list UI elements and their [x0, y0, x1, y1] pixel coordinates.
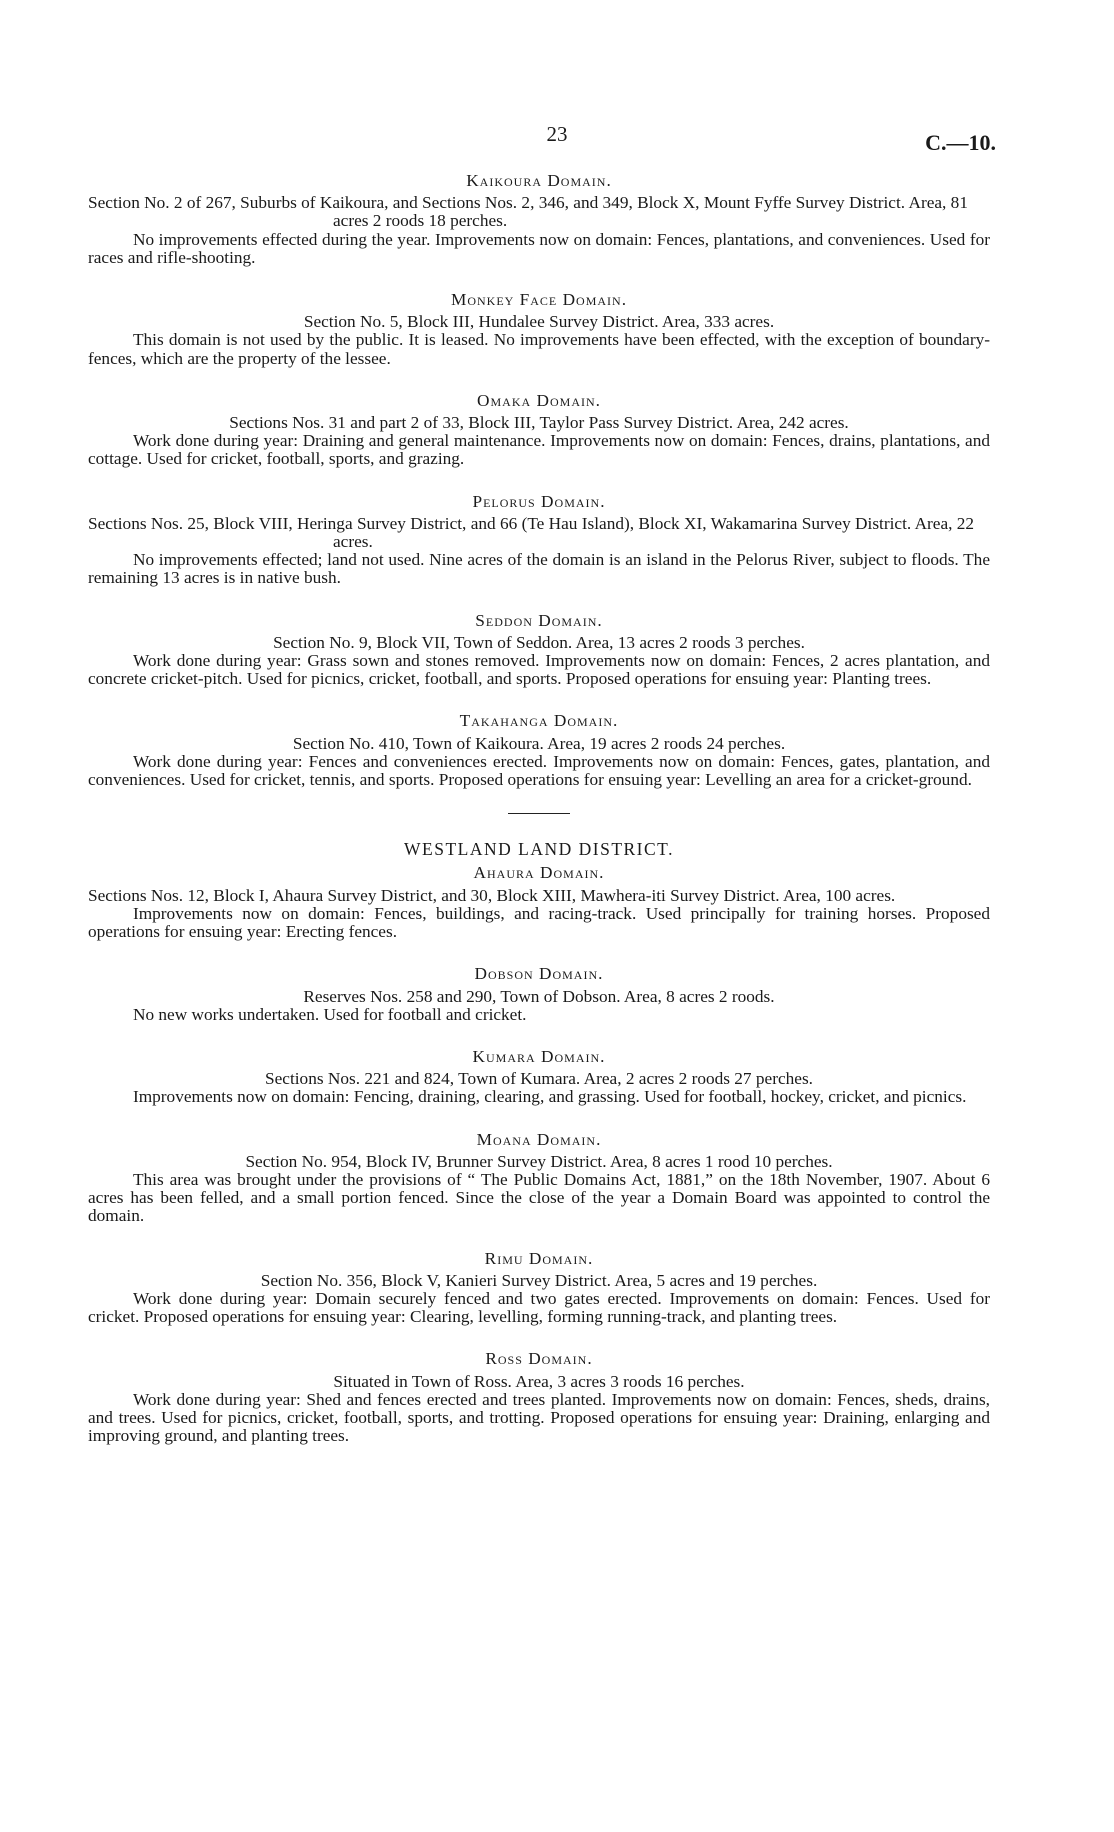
section-location: Section No. 356, Block V, Kanieri Survey District. Area, 5 acres and 19 perches. — [260, 1270, 818, 1290]
section-text: No improvements effected; land not used. Nine acres of the domain is an island in the Pelorus River, subject to floods. The remaining 13 acres is in native bush. — [88, 550, 990, 588]
section-title: Moana Domain. — [476, 1129, 602, 1149]
section-text: This domain is not used by the public. It is leased. No improvements have been effected, with the exception of boundary-fences, which are the property of the lessee. — [88, 330, 990, 368]
section-location: Section No. 2 of 267, Suburbs of Kaikoura, and Sections Nos. 2, 346, and 349, Block X, Mount Fyffe Survey District. Area, 81 acres 2 roods 18 perches. — [88, 193, 968, 231]
domain-section-moana — [88, 1131, 990, 1226]
section-location: Section No. 9, Block VII, Town of Seddon. Area, 13 acres 2 roods 3 perches. — [273, 632, 805, 652]
domain-section-rimu — [88, 1250, 990, 1327]
section-location: Sections Nos. 221 and 824, Town of Kumara. Area, 2 acres 2 roods 27 perches. — [265, 1069, 813, 1089]
document-reference: C.—10. — [925, 130, 996, 155]
section-title: Omaka Domain. — [477, 390, 601, 410]
section-title: Ross Domain. — [485, 1349, 593, 1369]
section-title: Ahaura Domain. — [473, 863, 605, 883]
section-text: Work done during year: Fences and conveniences erected. Improvements now on domain: Fences, gates, plantation, and conveniences. Used for cricket, tennis, and sports. Proposed operations for ensuing year: Levelling an area for a cricket-ground. — [88, 751, 990, 790]
section-divider — [508, 813, 570, 814]
section-title: Seddon Domain. — [475, 610, 603, 630]
section-text: No improvements effected during the year. Improvements now on domain: Fences, plantations, and conveniences. Used for races and rifle-shooting. — [88, 229, 990, 267]
section-text: No new works undertaken. Used for football and cricket. — [132, 1004, 527, 1024]
section-title: Kumara Domain. — [472, 1046, 606, 1066]
section-title: Takahanga Domain. — [459, 711, 619, 731]
domain-section-pelorus — [88, 493, 990, 588]
domain-section-kumara — [88, 1048, 990, 1107]
section-location: Section No. 5, Block III, Hundalee Survey District. Area, 333 acres. — [303, 312, 775, 332]
section-title: Rimu Domain. — [484, 1248, 594, 1268]
section-text: Work done during year: Domain securely fenced and two gates erected. Improvements on domain: Fences. Used for cricket. Proposed operations for ensuing year: Clearing, levelling, forming running-track, and planting trees. — [88, 1288, 990, 1327]
document-body — [88, 172, 990, 1469]
section-text: Work done during year: Grass sown and stones removed. Improvements now on domain: Fences, 2 acres plantation, and concrete cricket-pitch. Used for picnics, cricket, football, and sports. Proposed operations for ensuing year: Planting trees. — [88, 651, 990, 689]
domain-section-dobson — [88, 965, 990, 1024]
section-location: Situated in Town of Ross. Area, 3 acres 3 roods 16 perches. — [333, 1371, 745, 1391]
domain-section-ahaura — [88, 864, 990, 941]
domain-section-takahanga — [88, 712, 990, 789]
section-text: Work done during year: Draining and general maintenance. Improvements now on domain: Fences, drains, plantations, and cottage. Used for cricket, football, sports, and grazing. — [88, 431, 990, 469]
section-title: Dobson Domain. — [474, 964, 604, 984]
domain-section-seddon — [88, 612, 990, 689]
section-title: Monkey Face Domain. — [450, 290, 628, 310]
section-title: Kaikoura Domain. — [466, 171, 612, 190]
page-number: 23 — [546, 122, 568, 146]
domain-section-omaka — [88, 392, 990, 469]
section-location: Sections Nos. 31 and part 2 of 33, Block III, Taylor Pass Survey District. Area, 242 acres. — [229, 413, 849, 433]
domain-section-kaikoura — [88, 172, 990, 267]
section-location: Reserves Nos. 258 and 290, Town of Dobson. Area, 8 acres 2 roods. — [303, 986, 775, 1006]
section-text: Improvements now on domain: Fencing, draining, clearing, and grassing. Used for football, hockey, cricket, and picnics. — [132, 1087, 967, 1107]
section-location: Section No. 954, Block IV, Brunner Survey District. Area, 8 acres 1 rood 10 perches. — [245, 1151, 833, 1171]
section-text: This area was brought under the provisions of “ The Public Domains Act, 1881,” on the 18th November, 1907. About 6 acres has been felled, and a small portion fenced. Since the close of the year a Domain Board was appointed to control the domain. — [88, 1169, 990, 1226]
section-location: Sections Nos. 25, Block VIII, Heringa Survey District, and 66 (Te Hau Island), Block XI, Wakamarina Survey District. Area, 22 acres. — [88, 513, 975, 552]
domain-section-ross — [88, 1350, 990, 1445]
section-text: Improvements now on domain: Fences, buildings, and racing-track. Used principally for training horses. Proposed operations for ensuing year: Erecting fences. — [88, 903, 990, 942]
section-text: Work done during year: Shed and fences erected and trees planted. Improvements now on domain: Fences, sheds, drains, and trees. Used for picnics, cricket, football, sports, and trotting. Proposed operations for ensuing year: Draining, enlarging and improving ground, and planting trees. — [88, 1389, 990, 1446]
district-heading: WESTLAND LAND DISTRICT. — [404, 839, 674, 860]
section-title: Pelorus Domain. — [472, 491, 606, 511]
section-location: Sections Nos. 12, Block I, Ahaura Survey District, and 30, Block XIII, Mawhera-iti Survey District. Area, 100 acres. — [88, 885, 896, 905]
domain-section-monkey-face — [88, 291, 990, 368]
section-location: Section No. 410, Town of Kaikoura. Area, 19 acres 2 roods 24 perches. — [292, 733, 786, 753]
